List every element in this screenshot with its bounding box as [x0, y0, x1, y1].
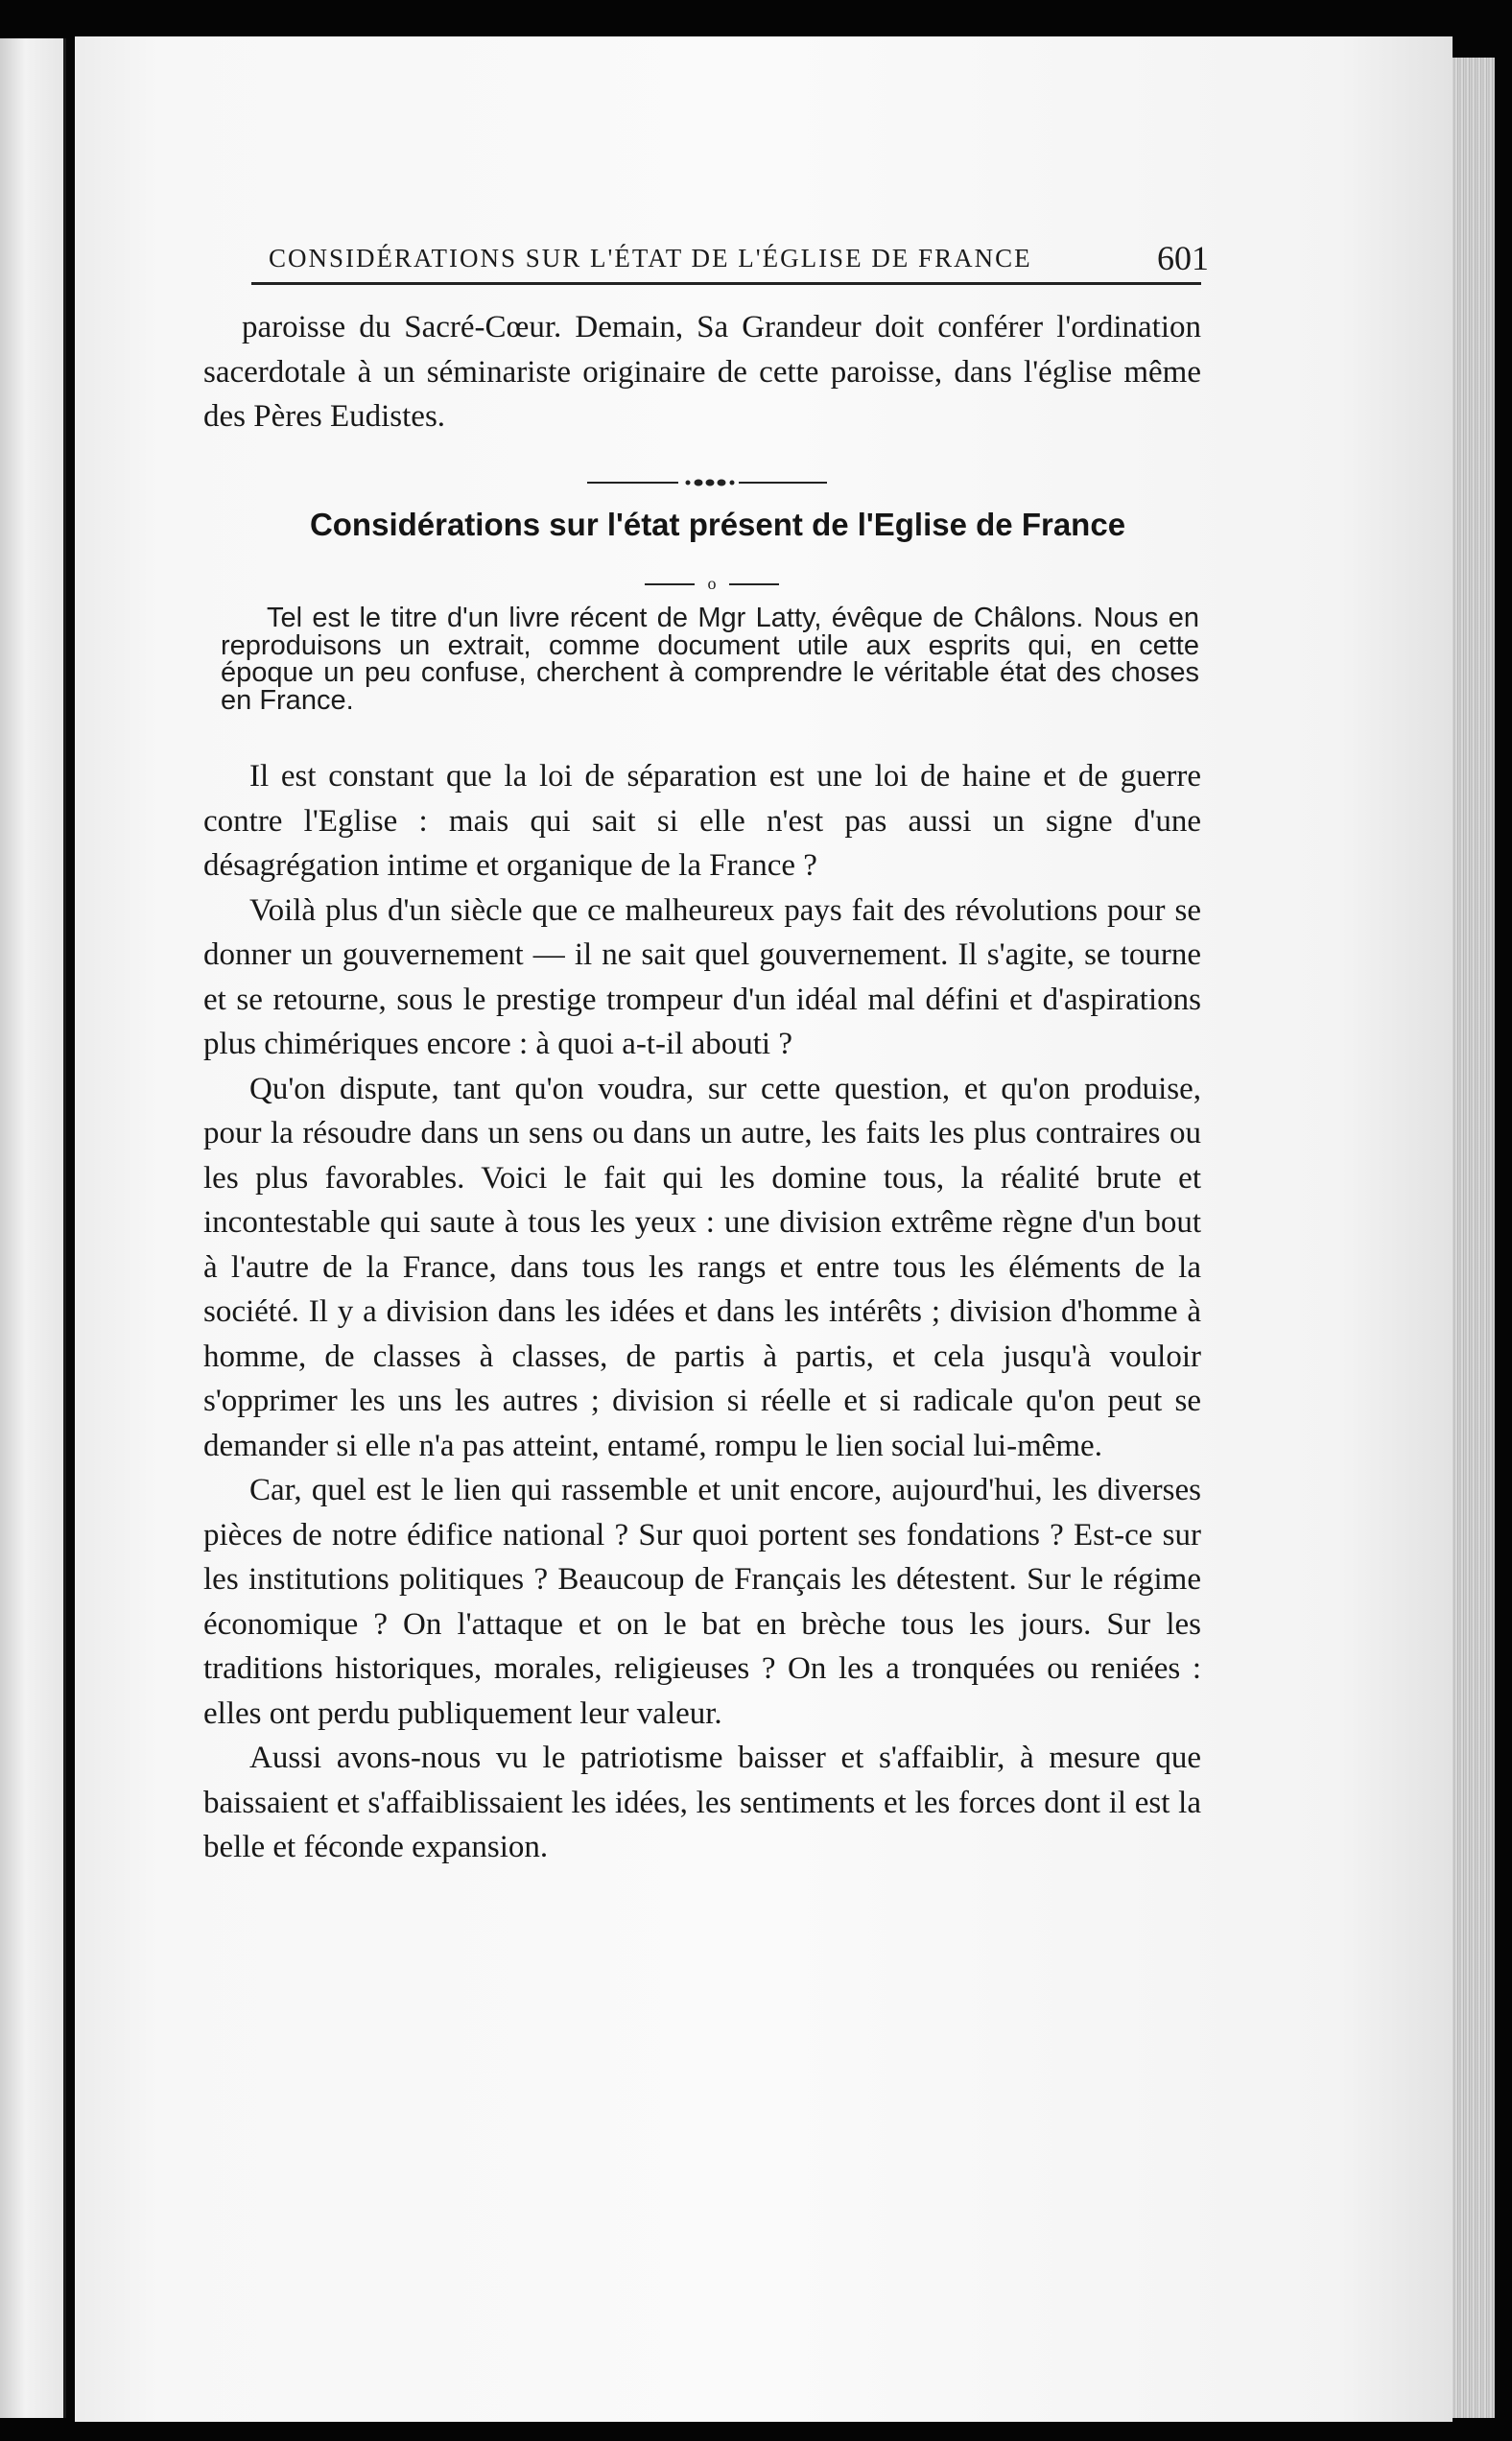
carryover-paragraph: paroisse du Sacré-Cœur. Demain, Sa Grandeur doit conférer l'ordination sacerdotale à un séminariste originaire de cette paroisse, dans l'église même des Pères Eudistes. [203, 310, 1201, 434]
header-rule [251, 282, 1201, 285]
running-title: CONSIDÉRATIONS SUR L'ÉTAT DE L'ÉGLISE DE FRANCE [269, 244, 1032, 273]
article-body [203, 754, 1201, 1870]
title-divider [645, 576, 779, 591]
section-title: Considérations sur l'état présent de l'Eglise de France [309, 507, 1126, 542]
running-header [269, 239, 1209, 277]
carryover-text [203, 305, 1201, 439]
body-paragraph-2: Voilà plus d'un siècle que ce malheureux pays fait des révolutions pour se donner un gouvernement — il ne sait quel gouvernement. Il s'agite, se tourne et se retourne, sous le prestige trompeur d'un idéal mal défini et d'aspirations plus chimériques encore : à quoi a-t-il abouti ? [203, 892, 1201, 1061]
previous-page-edge [0, 38, 66, 2418]
body-paragraph-5: Aussi avons-nous vu le patriotisme baisser et s'affaiblir, à mesure que baissaient et s'affaiblissaient les idées, les sentiments et les forces dont il est la belle et féconde expansion. [203, 1741, 1201, 1864]
title-divider-lines [645, 576, 779, 591]
intro-paragraph: Tel est le titre d'un livre récent de Mgr Latty, évêque de Châlons. Nous en reproduisons un extrait, comme document utile aux esprits qui, en cette époque un peu confuse, cherchent à comprendre le véritable état des choses en France. [221, 603, 1199, 716]
page-stack-edge [1453, 58, 1495, 2418]
body-paragraph-1: Il est constant que la loi de séparation est une loi de haine et de guerre contre l'Eglise : mais qui sait si elle n'est pas aussi un signe d'une désagrégation intime et organique de la France ? [203, 759, 1201, 883]
ornament-divider [587, 478, 827, 487]
body-paragraph-3: Qu'on dispute, tant qu'on voudra, sur cette question, et qu'on produise, pour la résoudre dans un sens ou dans un autre, les faits les plus contraires ou les plus favorables. Voici le fait qui les domine tous, la réalité brute et incontestable qui saute à tous les yeux : une division extrême règne d'un bout à l'autre de la France, dans tous les rangs et entre tous les éléments de la société. Il y a division dans les idées et dans les intérêts ; division d'homme à homme, de classes à classes, de partis à partis, et cela jusqu'à vouloir s'opprimer les uns les autres ; division si réelle et si radicale qu'on peut se demander si elle n'a pas atteint, entamé, rompu le lien social lui-même. [203, 1071, 1201, 1463]
body-paragraph-4: Car, quel est le lien qui rassemble et unit encore, aujourd'hui, les diverses pièces de notre édifice national ? Sur quoi portent ses fondations ? Est-ce sur les institutions politiques ? Beaucoup de Français les détestent. Sur le régime économique ? On l'attaque et on le bat en brèche tous les jours. Sur les traditions historiques, morales, religieuses ? On les a tronquées ou reniées : elles ont perdu publiquement leur valeur. [203, 1473, 1201, 1731]
title-divider-mark: o [707, 576, 717, 591]
intro-note [221, 604, 1199, 714]
page-number: 601 [1157, 239, 1209, 277]
